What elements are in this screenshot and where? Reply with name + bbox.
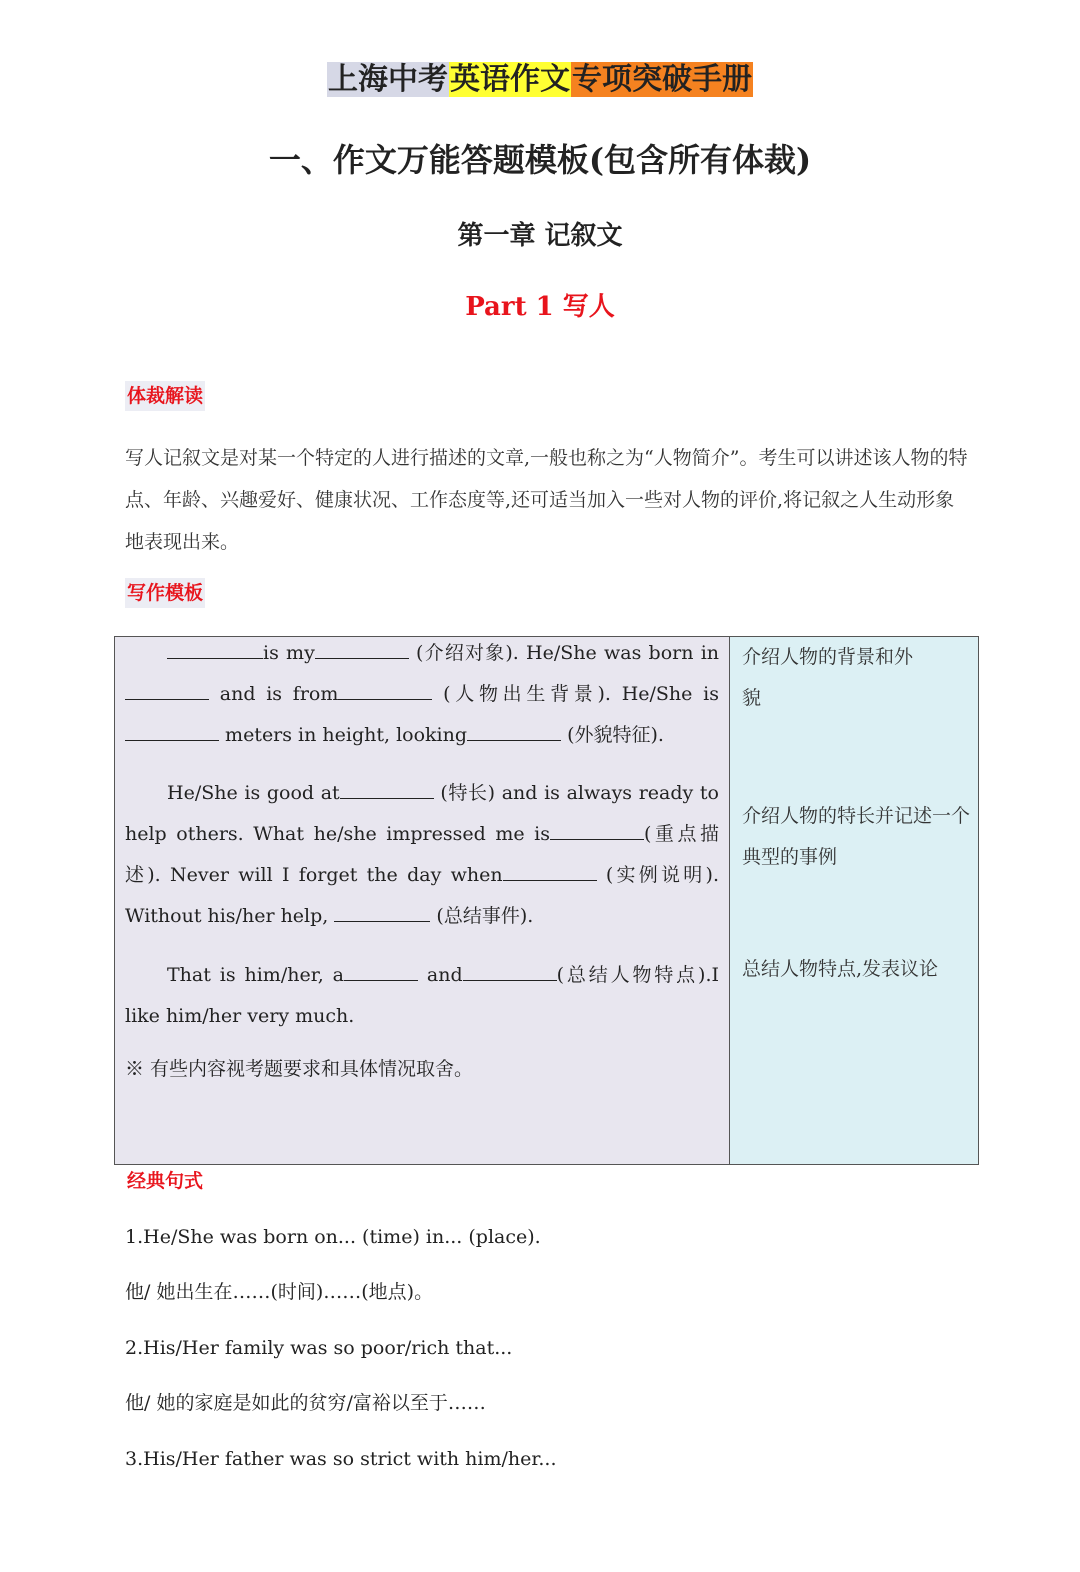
genre-text: 写人记叙文是对某一个特定的人进行描述的文章,一般也称之为“人物简介”。考生可以讲述该人物的特点、年龄、兴趣爱好、健康状况、工作态度等,还可适当加入一些对人物的评价,将记叙之人生动形象地表现出来。 — [125, 447, 968, 553]
genre-description — [125, 437, 970, 563]
note-text: ※ 有些内容视考题要求和具体情况取舍。 — [125, 1058, 474, 1080]
classic-sentence-translation: 他/ 她的家庭是如此的贫穷/富裕以至于…… — [125, 1392, 486, 1414]
fill-blank[interactable] — [125, 677, 209, 700]
template-text: (特长) and is always ready to help others. What he/she impressed me is — [125, 782, 719, 845]
document-title — [0, 58, 1080, 102]
fill-blank[interactable] — [338, 677, 432, 700]
template-text: He/She is good at — [167, 782, 340, 804]
fill-blank[interactable] — [334, 899, 430, 922]
side-note-3: 总结人物特点,发表议论 — [742, 958, 939, 980]
template-text: and — [426, 964, 463, 986]
template-paragraph-3 — [125, 955, 719, 1037]
classic-sentence: 3.His/Her father was so strict with him/her... — [125, 1448, 557, 1470]
template-table — [114, 636, 979, 1165]
classic-sentence-translation: 他/ 她出生在……(时间)……(地点)。 — [125, 1281, 434, 1303]
fill-blank[interactable] — [467, 718, 561, 741]
template-body-cell — [115, 637, 730, 1164]
template-text: (总结事件). — [436, 905, 534, 927]
fill-blank[interactable] — [315, 636, 409, 659]
template-paragraph-2 — [125, 773, 719, 937]
template-text: meters in height, looking — [225, 724, 468, 746]
template-notes-cell — [730, 637, 978, 1164]
template-heading: 写作模板 — [125, 578, 205, 608]
part-title: Part 1 写人 — [465, 292, 615, 322]
classic-sentence: 2.His/Her family was so poor/rich that... — [125, 1337, 513, 1359]
side-note-2: 介绍人物的特长并记述一个典型的事例 — [742, 805, 971, 868]
fill-blank[interactable] — [167, 636, 263, 659]
fill-blank[interactable] — [503, 858, 597, 881]
classic-sentence: 1.He/She was born on... (time) in... (place). — [125, 1226, 541, 1248]
template-text: (介绍对象). He/She was born in — [416, 642, 720, 664]
template-text: (人物出生背景). He/She is — [443, 683, 719, 705]
template-text: (总结人物特点).I like him/her very much. — [125, 964, 719, 1027]
template-text: is my — [263, 642, 315, 664]
title-part-3: 专项突破手册 — [572, 62, 752, 97]
classic-heading: 经典句式 — [127, 1170, 204, 1192]
fill-blank[interactable] — [550, 817, 644, 840]
template-text: (重点描述). Never will I forget the day when — [125, 823, 719, 886]
template-note — [125, 1049, 719, 1090]
template-text: (实例说明). Without his/her help, — [125, 864, 719, 927]
fill-blank[interactable] — [125, 718, 219, 741]
genre-heading: 体裁解读 — [125, 381, 205, 411]
template-text: (外貌特征). — [567, 724, 664, 746]
template-paragraph-1 — [125, 633, 719, 756]
fill-blank[interactable] — [463, 958, 557, 981]
template-text: That is him/her, a — [167, 964, 344, 986]
title-part-1: 上海中考 — [328, 62, 448, 97]
section-title: 一、作文万能答题模板(包含所有体裁) — [268, 141, 812, 179]
side-note-1: 介绍人物的背景和外貌 — [742, 646, 914, 709]
fill-blank[interactable] — [344, 958, 418, 981]
template-text: and is from — [219, 683, 339, 705]
fill-blank[interactable] — [340, 776, 434, 799]
chapter-title: 第一章 记叙文 — [457, 221, 623, 251]
title-part-2: 英语作文 — [450, 62, 570, 97]
